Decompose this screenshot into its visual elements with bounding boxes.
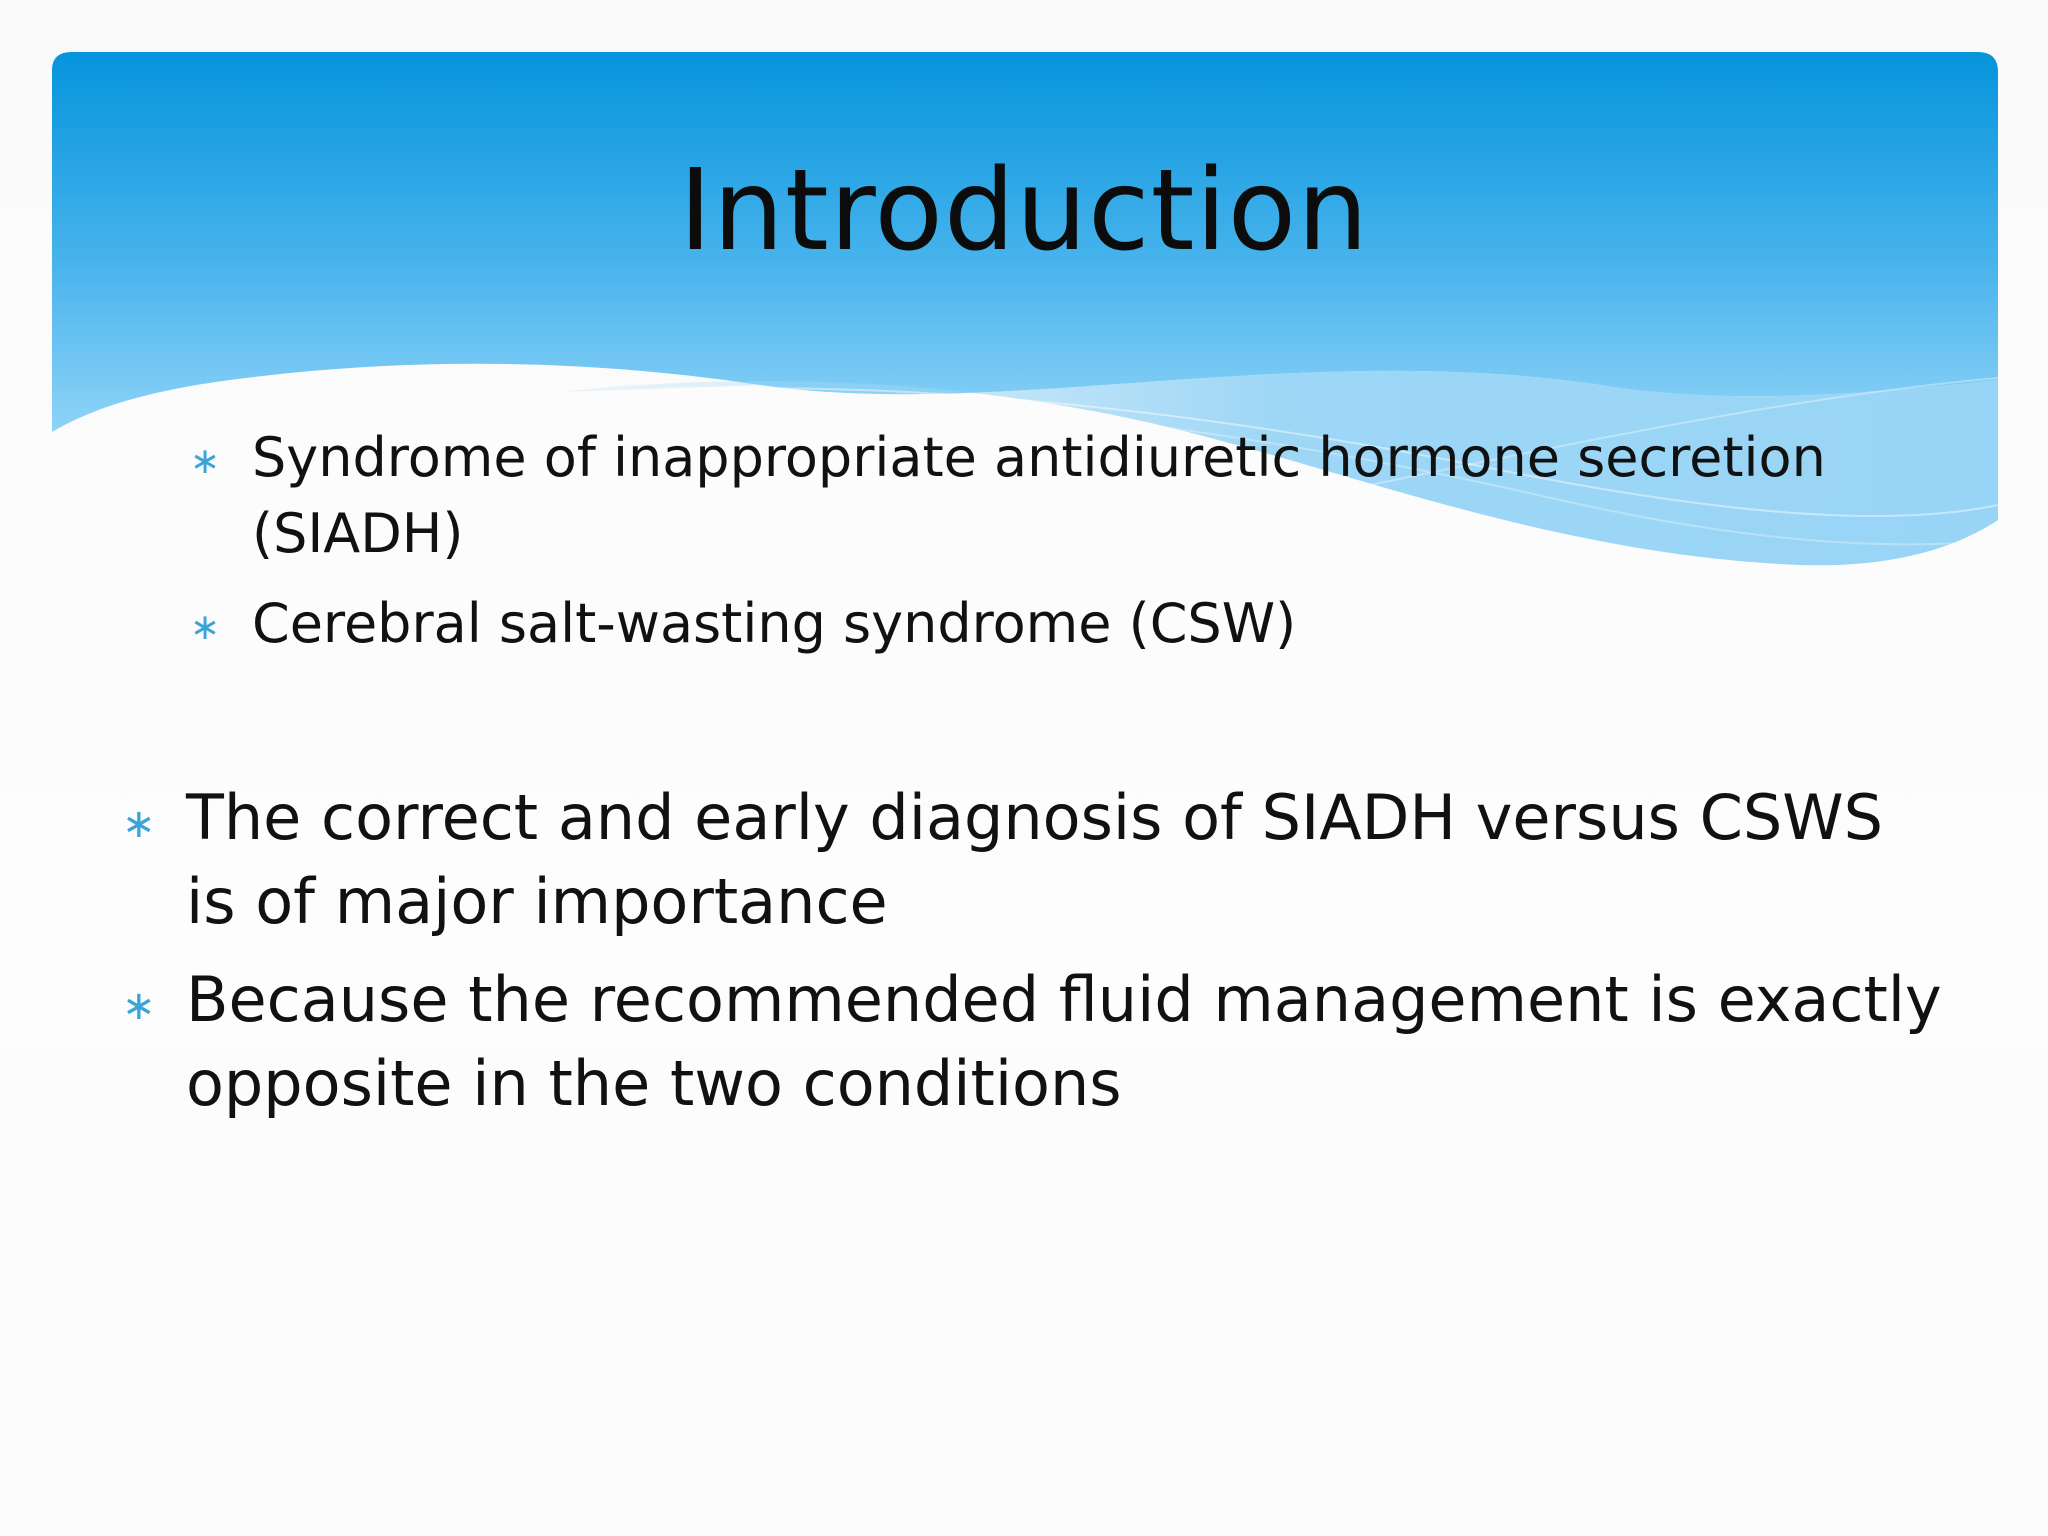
list-item — [190, 586, 1830, 662]
asterisk-bullet-icon: ∗ — [122, 801, 156, 847]
list-item — [190, 420, 1830, 572]
list-item — [122, 958, 1942, 1126]
asterisk-bullet-icon: ∗ — [190, 441, 221, 482]
bullet-text: Cerebral salt-wasting syndrome (CSW) — [252, 592, 1297, 655]
list-item — [122, 776, 1942, 944]
bullet-text: Because the recommended fluid management is exactly opposite in the two conditions — [186, 963, 1942, 1120]
bullet-text: The correct and early diagnosis of SIADH versus CSWS is of major importance — [186, 781, 1883, 938]
asterisk-bullet-icon: ∗ — [122, 983, 156, 1029]
sub-bullet-list — [190, 420, 1830, 676]
bullet-text: Syndrome of inappropriate antidiuretic hormone secretion (SIADH) — [252, 426, 1826, 565]
asterisk-bullet-icon: ∗ — [190, 607, 221, 648]
slide-title: Introduction — [678, 146, 1370, 276]
main-bullet-list — [122, 776, 1942, 1140]
